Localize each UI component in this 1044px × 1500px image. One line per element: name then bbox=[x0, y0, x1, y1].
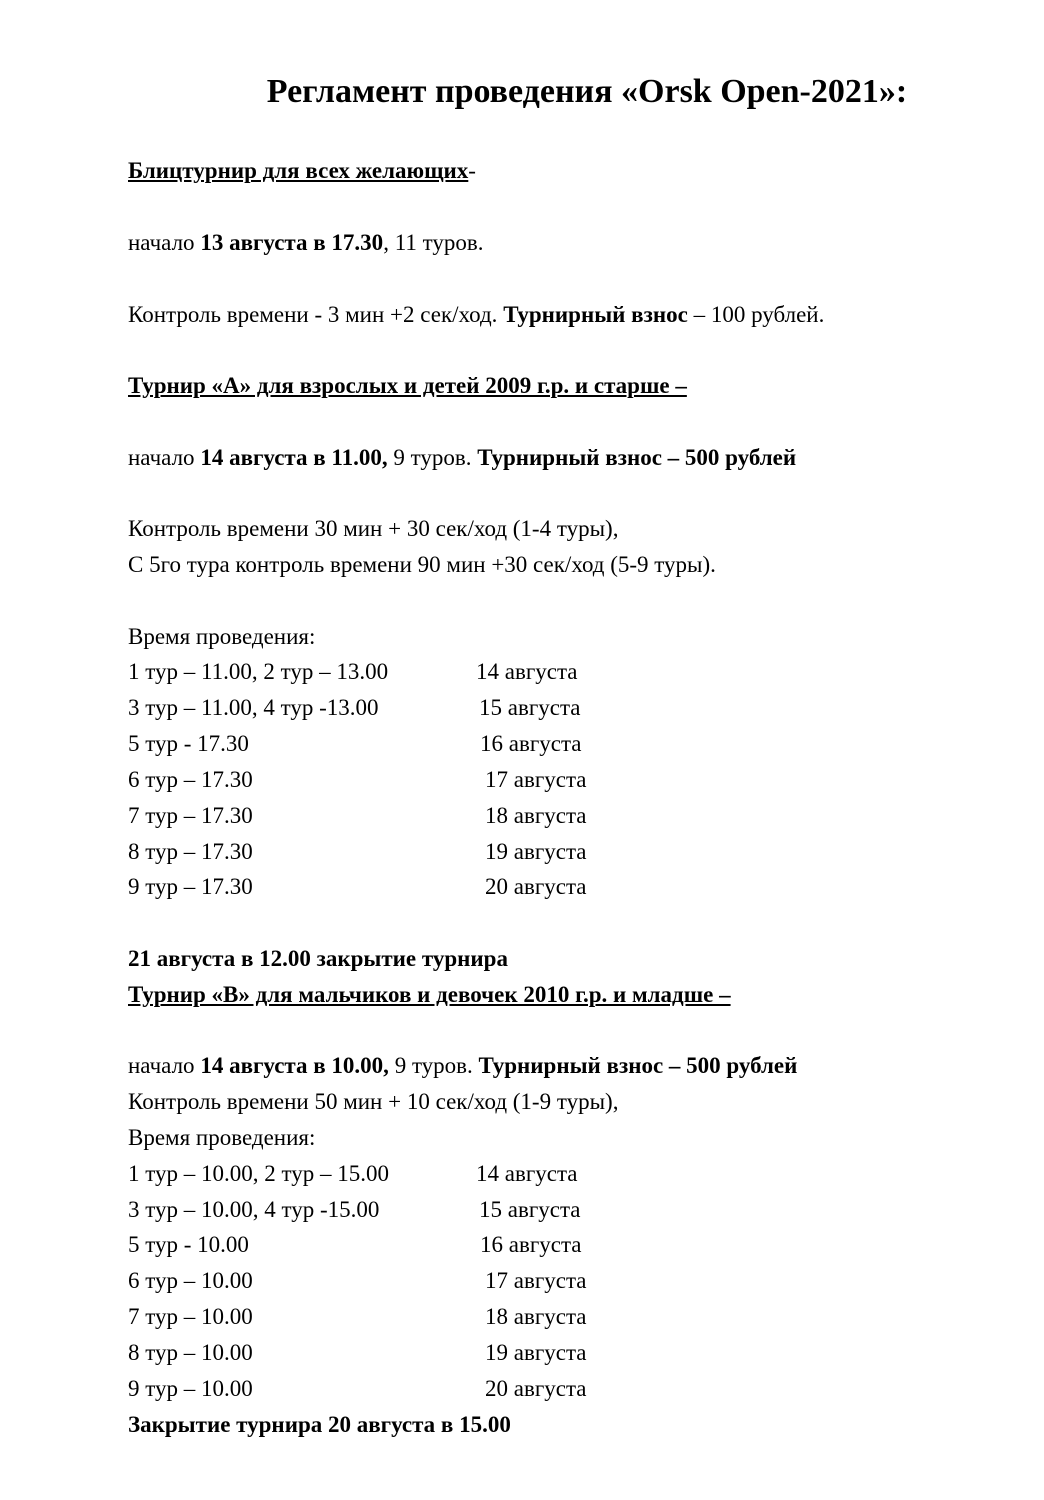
schedule-row: 9 тур – 17.30 20 августа bbox=[128, 874, 587, 899]
tour-b-fee: Турнирный взнос – 500 рублей bbox=[478, 1053, 798, 1078]
blitz-control-line: Контроль времени - 3 мин +2 сек/ход. Турнирный взнос – 100 рублей. bbox=[128, 302, 825, 327]
document-title: Регламент проведения «Orsk Open-2021»: bbox=[266, 73, 908, 110]
tour-b-schedule-label: Время проведения: bbox=[128, 1125, 316, 1150]
blitz-start-line: начало 13 августа в 17.30, 11 туров. bbox=[128, 230, 484, 255]
blitz-start-date: 13 августа в 17.30 bbox=[200, 230, 384, 255]
schedule-row: 9 тур – 10.00 20 августа bbox=[128, 1376, 587, 1401]
blitz-heading-dash: - bbox=[468, 158, 476, 183]
schedule-row: 1 тур – 10.00, 2 тур – 15.00 14 августа bbox=[128, 1161, 578, 1186]
schedule-row: 3 тур – 11.00, 4 тур -13.00 15 августа bbox=[128, 695, 581, 720]
tour-a-start-date: 14 августа в 11.00, bbox=[200, 445, 388, 470]
schedule-row: 5 тур - 10.00 16 августа bbox=[128, 1232, 582, 1257]
schedule-row: 6 тур – 10.00 17 августа bbox=[128, 1268, 587, 1293]
tour-b-heading-line bbox=[128, 980, 731, 1010]
tour-a-closing: 21 августа в 12.00 закрытие турнира bbox=[128, 946, 508, 971]
blitz-heading: Блицтурнир для всех желающих bbox=[128, 158, 469, 183]
tour-a-start-line: начало 14 августа в 11.00, 9 туров. Турнирный взнос – 500 рублей bbox=[128, 445, 797, 470]
tour-a-control-1: Контроль времени 30 мин + 30 сек/ход (1-4 туры), bbox=[128, 516, 619, 541]
schedule-row: 7 тур – 10.00 18 августа bbox=[128, 1304, 587, 1329]
schedule-row: 8 тур – 10.00 19 августа bbox=[128, 1340, 587, 1365]
tour-b-start-line: начало 14 августа в 10.00, 9 туров. Турнирный взнос – 500 рублей bbox=[128, 1053, 798, 1078]
tour-b-start-date: 14 августа в 10.00, bbox=[200, 1053, 389, 1078]
schedule-row: 6 тур – 17.30 17 августа bbox=[128, 767, 587, 792]
tour-a-control-2: С 5го тура контроль времени 90 мин +30 сек/ход (5-9 туры). bbox=[128, 552, 716, 577]
tour-b-control-1: Контроль времени 50 мин + 10 сек/ход (1-9 туры), bbox=[128, 1089, 619, 1114]
schedule-row: 7 тур – 17.30 18 августа bbox=[128, 803, 587, 828]
tour-a-fee: Турнирный взнос – 500 рублей bbox=[477, 445, 797, 470]
schedule-row: 5 тур - 17.30 16 августа bbox=[128, 731, 582, 756]
tour-b-heading: Турнир «В» для мальчиков и девочек 2010 г.р. и младше – bbox=[128, 982, 731, 1007]
schedule-row: 3 тур – 10.00, 4 тур -15.00 15 августа bbox=[128, 1197, 581, 1222]
tour-a-schedule-label: Время проведения: bbox=[128, 624, 316, 649]
schedule-row: 8 тур – 17.30 19 августа bbox=[128, 839, 587, 864]
schedule-row: 1 тур – 11.00, 2 тур – 13.00 14 августа bbox=[128, 659, 578, 684]
tour-b-closing: Закрытие турнира 20 августа в 15.00 bbox=[128, 1412, 511, 1437]
tour-a-heading-line bbox=[128, 371, 687, 401]
blitz-fee-label: Турнирный взнос bbox=[503, 302, 688, 327]
blitz-heading-line bbox=[128, 156, 476, 186]
tour-a-heading: Турнир «А» для взрослых и детей 2009 г.р. и старше – bbox=[128, 373, 687, 398]
